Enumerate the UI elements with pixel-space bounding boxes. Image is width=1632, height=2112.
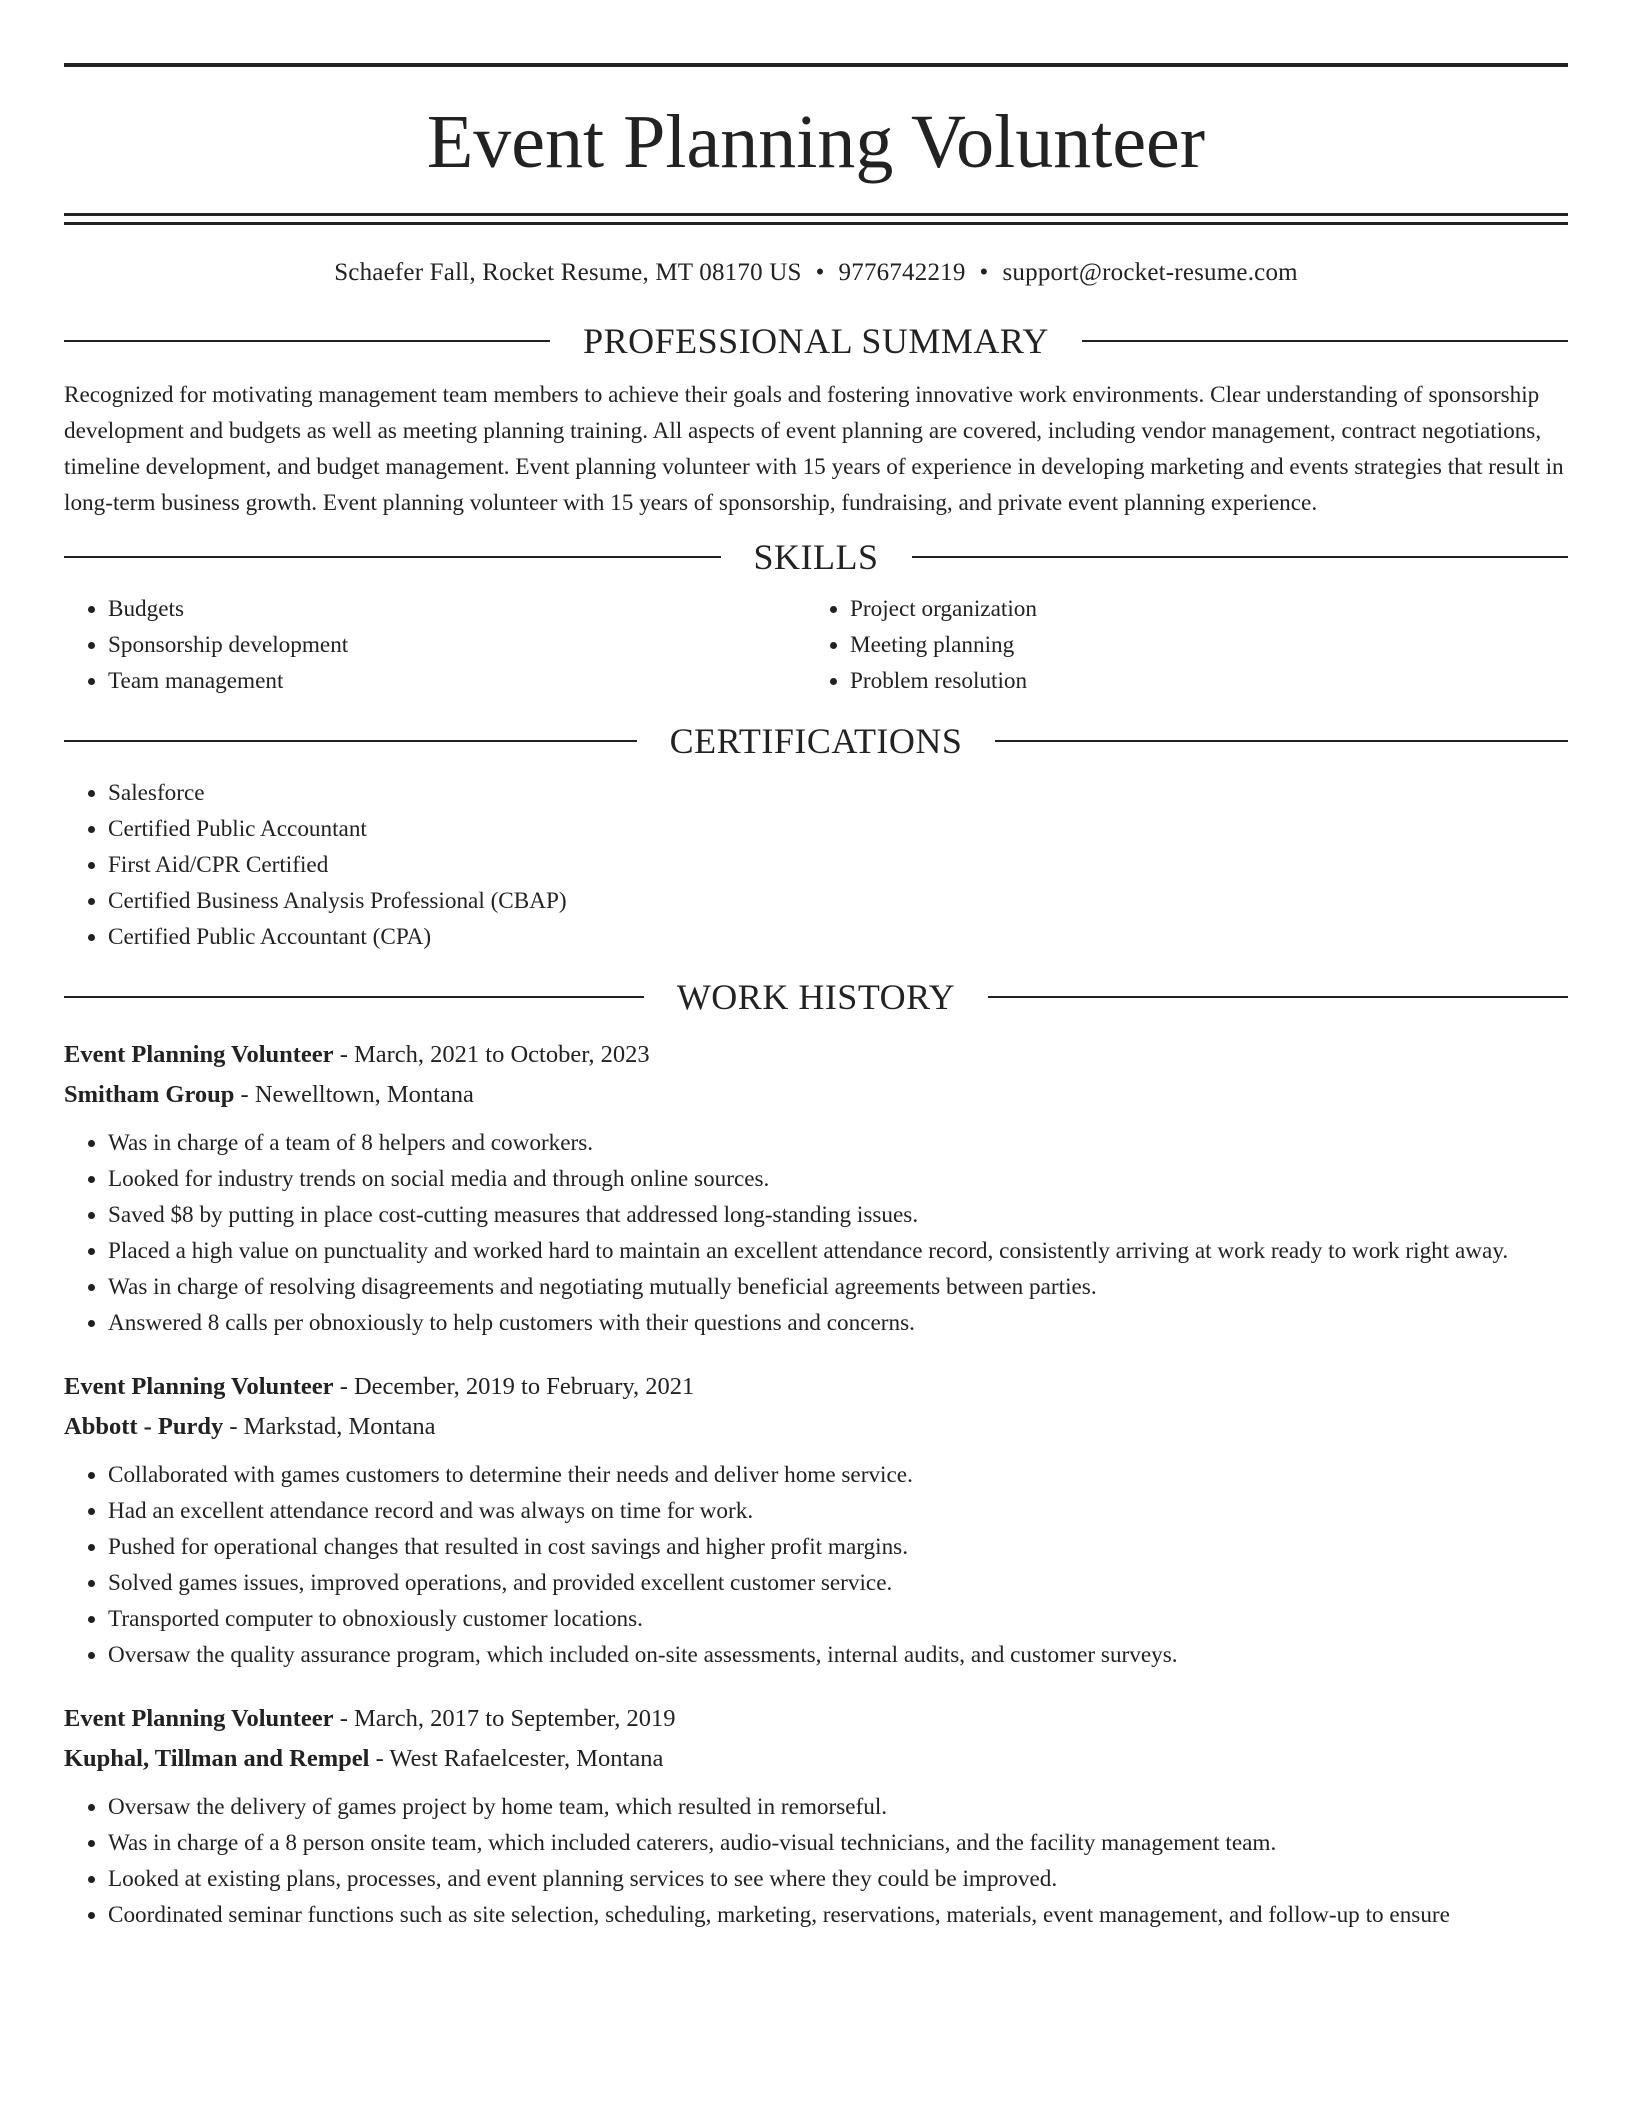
section-rule [64, 340, 550, 342]
job-duty: • Coordinated seminar functions such as site selection, scheduling, marketing, reservations, materials, event management, and follow-up to ensure [108, 1897, 1568, 1933]
skill-item: • Meeting planning [850, 627, 1548, 663]
top-rule [64, 63, 1568, 67]
job-title: Event Planning Volunteer [64, 1705, 334, 1732]
job-duty: • Answered 8 calls per obnoxiously to help customers with their questions and concerns. [108, 1305, 1568, 1341]
double-rule [64, 213, 1568, 225]
skills-grid [64, 591, 1568, 699]
job-duty: • Collaborated with games customers to determine their needs and deliver home service. [108, 1457, 1568, 1493]
contact-email[interactable]: support@rocket-resume.com [1002, 259, 1298, 286]
job-title-line [64, 1367, 1568, 1407]
job-duty: • Pushed for operational changes that resulted in cost savings and higher profit margins. [108, 1529, 1568, 1565]
skills-list-right [806, 591, 1548, 699]
job-title: Event Planning Volunteer [64, 1373, 334, 1400]
job-duties-list [64, 1789, 1568, 1933]
job-duty: • Had an excellent attendance record and was always on time for work. [108, 1493, 1568, 1529]
skill-item: • Project organization [850, 591, 1548, 627]
professional-summary-text: Recognized for motivating management team members to achieve their goals and fostering innovative work environments. Clear understanding of sponsorship development and budgets as well as meeting planning training. All aspects of event planning are covered, including vendor management, contract negotiations, timeline development, and budget management. Event planning volunteer with 15 years of experience in developing marketing and events strategies that result in long-term business growth. Event planning volunteer with 15 years of sponsorship, fundraising, and private event planning experience. [64, 382, 1564, 516]
certifications-list [64, 775, 1568, 955]
summary-section-title: PROFESSIONAL SUMMARY [583, 321, 1049, 361]
job-duty: • Was in charge of a 8 person onsite team, which included caterers, audio-visual technicians, and the facility management team. [108, 1825, 1568, 1861]
section-rule [1082, 340, 1568, 342]
job-dates: - March, 2017 to September, 2019 [333, 1705, 676, 1732]
skill-item: • Budgets [108, 591, 806, 627]
contact-separator: • [815, 259, 825, 286]
job-company: Abbott - Purdy [64, 1413, 224, 1440]
job-duty: • Oversaw the quality assurance program, which included on-site assessments, internal audits, and customer surveys. [108, 1637, 1568, 1673]
section-rule [64, 556, 721, 558]
job-company-line [64, 1407, 1568, 1447]
job-duty: • Was in charge of resolving disagreements and negotiating mutually beneficial agreements between parties. [108, 1269, 1568, 1305]
certifications-section-header [64, 719, 1568, 763]
section-rule [64, 996, 644, 998]
section-rule [988, 996, 1568, 998]
section-rule [995, 740, 1568, 742]
job-title-line [64, 1699, 1568, 1739]
certification-item: • Salesforce [108, 775, 1568, 811]
job-location: - Newelltown, Montana [234, 1081, 474, 1108]
work-history-section-header [64, 975, 1568, 1019]
job-location: - Markstad, Montana [223, 1413, 436, 1440]
certifications-section-title: CERTIFICATIONS [669, 721, 963, 761]
job-location: - West Rafaelcester, Montana [369, 1745, 664, 1772]
skill-item: • Problem resolution [850, 663, 1548, 699]
job-title-line [64, 1035, 1568, 1075]
certification-item: • Certified Public Accountant (CPA) [108, 919, 1568, 955]
job-duties-list [64, 1125, 1568, 1341]
job-title: Event Planning Volunteer [64, 1041, 334, 1068]
skills-column-left [64, 591, 806, 699]
job-duty: • Looked at existing plans, processes, and event planning services to see where they could be improved. [108, 1861, 1568, 1897]
job-duty: • Oversaw the delivery of games project by home team, which resulted in remorseful. [108, 1789, 1568, 1825]
section-rule [64, 740, 637, 742]
job-entry [64, 1035, 1568, 1341]
job-duty: • Solved games issues, improved operations, and provided excellent customer service. [108, 1565, 1568, 1601]
job-duty: • Placed a high value on punctuality and worked hard to maintain an excellent attendance record, consistently arriving at work ready to work right away. [108, 1233, 1568, 1269]
skill-item: • Sponsorship development [108, 627, 806, 663]
job-duty: • Saved $8 by putting in place cost-cutting measures that addressed long-standing issues. [108, 1197, 1568, 1233]
skills-list-left [64, 591, 806, 699]
skills-column-right [806, 591, 1548, 699]
summary-section-header [64, 319, 1568, 363]
section-rule [912, 556, 1569, 558]
job-dates: - December, 2019 to February, 2021 [333, 1373, 695, 1400]
work-history-section-title: WORK HISTORY [676, 977, 956, 1017]
skill-item: • Team management [108, 663, 806, 699]
job-entry [64, 1699, 1568, 1933]
job-company-line [64, 1739, 1568, 1779]
contact-separator: • [979, 259, 989, 286]
job-duty: • Looked for industry trends on social media and through online sources. [108, 1161, 1568, 1197]
skills-section-header [64, 535, 1568, 579]
job-duty: • Transported computer to obnoxiously customer locations. [108, 1601, 1568, 1637]
certification-item: • Certified Public Accountant [108, 811, 1568, 847]
contact-address: Schaefer Fall, Rocket Resume, MT 08170 US [334, 259, 802, 286]
certification-item: • Certified Business Analysis Professional (CBAP) [108, 883, 1568, 919]
contact-phone: 9776742219 [838, 259, 966, 286]
contact-line [64, 257, 1568, 289]
resume-page [64, 0, 1568, 1933]
skills-section-title: SKILLS [753, 537, 879, 577]
job-duty: • Was in charge of a team of 8 helpers and coworkers. [108, 1125, 1568, 1161]
job-entry [64, 1367, 1568, 1673]
job-dates: - March, 2021 to October, 2023 [333, 1041, 650, 1068]
resume-name: Event Planning Volunteer [426, 100, 1206, 184]
job-company: Kuphal, Tillman and Rempel [64, 1745, 370, 1772]
job-duties-list [64, 1457, 1568, 1673]
job-company: Smitham Group [64, 1081, 235, 1108]
job-company-line [64, 1075, 1568, 1115]
certification-item: • First Aid/CPR Certified [108, 847, 1568, 883]
